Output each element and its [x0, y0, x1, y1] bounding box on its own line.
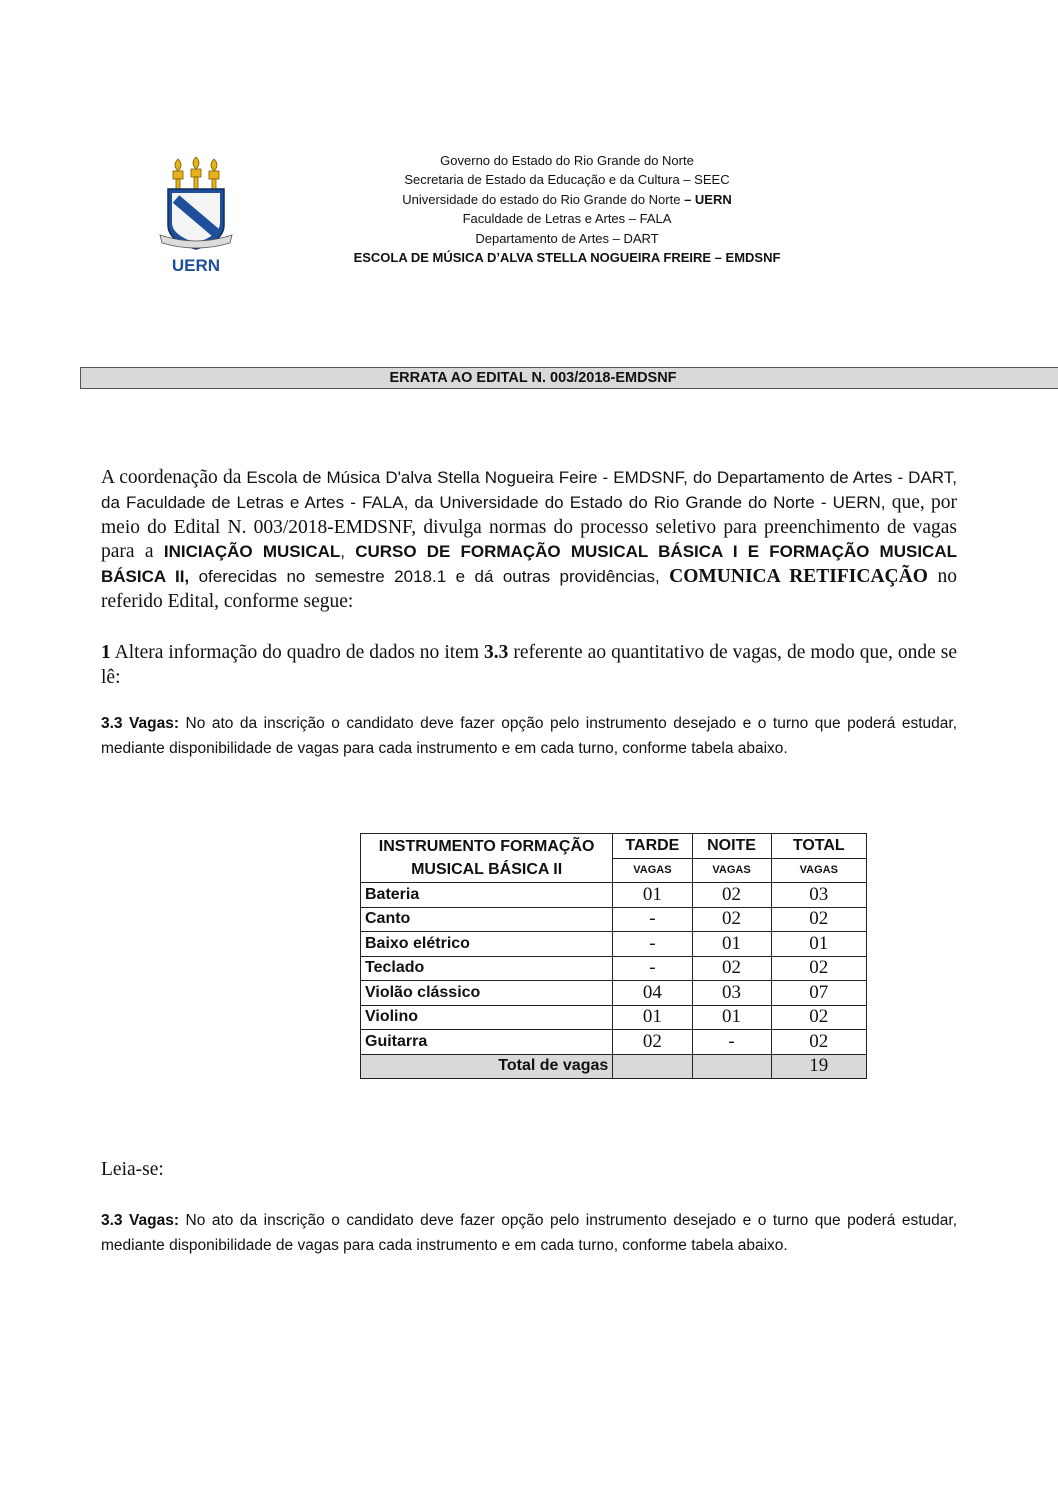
tarde-cell: - — [613, 907, 692, 932]
header-line-gov: Governo do Estado do Rio Grande do Norte — [440, 153, 694, 168]
header-line-dart: Departamento de Artes – DART — [475, 230, 659, 246]
header-line-univ-text: Universidade do estado do Rio Grande do Norte — [402, 191, 681, 207]
intro-bold-iniciacao: INICIAÇÃO MUSICAL — [163, 542, 341, 562]
vagas-label: 3.3 Vagas: — [101, 715, 180, 732]
table-row — [361, 932, 867, 957]
header-tarde: TARDE — [613, 834, 692, 859]
header-line-univ — [300, 190, 834, 209]
table-row — [361, 1005, 867, 1030]
tarde-cell: 02 — [613, 1030, 692, 1055]
total-value: 19 — [771, 1054, 866, 1079]
intro-text-7: oferecidas no semestre 2018.1 e dá outras providências, — [189, 567, 670, 587]
subheader-vagas: VAGAS — [613, 858, 692, 883]
tarde-cell: 01 — [613, 883, 692, 908]
header-line-school: ESCOLA DE MÚSICA D’ALVA STELLA NOGUEIRA FREIRE – EMDSNF — [353, 250, 781, 266]
header — [300, 151, 834, 267]
header-line-seec: Secretaria de Estado da Educação e da Cultura – SEEC — [404, 172, 730, 188]
instrument-cell: Guitarra — [361, 1030, 613, 1055]
item-1-ref: 3.3 — [484, 642, 509, 663]
total-cell: 02 — [771, 1005, 866, 1030]
header-instrument: INSTRUMENTO FORMAÇÃO MUSICAL BÁSICA II — [361, 834, 613, 883]
total-cell: 01 — [771, 932, 866, 957]
vagas-paragraph-corrected — [101, 1209, 957, 1259]
noite-cell: 02 — [692, 907, 771, 932]
total-cell: 03 — [771, 883, 866, 908]
vagas-paragraph-original — [101, 712, 957, 762]
total-cell: 07 — [771, 981, 866, 1006]
noite-cell: 02 — [692, 883, 771, 908]
noite-cell: 02 — [692, 956, 771, 981]
vagas-body: No ato da inscrição o candidato deve fazer opção pelo instrumento desejado e o turno que poderá estudar, mediante disponibilidade de vagas para cada instrumento e em cada turno, conforme tabela abaixo. — [101, 715, 958, 757]
total-noite-empty — [692, 1054, 771, 1079]
instrument-cell: Baixo elétrico — [361, 932, 613, 957]
intro-text-2: Escola de Música D'alva Stella Nogueira Feire - EMDSNF, do Departamento de Artes - DART, da Faculdade de Letras e Artes - FALA, da Universidade do Estado do Rio Grande do Norte - UERN, — [101, 468, 957, 512]
item-1-text: Altera informação do quadro de dados no item — [110, 642, 484, 663]
intro-bold-comunica: COMUNICA RETIFICAÇÃO — [669, 566, 928, 588]
tarde-cell: - — [613, 932, 692, 957]
instrument-cell: Violino — [361, 1005, 613, 1030]
header-line-univ-acronym: – UERN — [680, 191, 732, 207]
header-total: TOTAL — [771, 834, 866, 859]
total-label: Total de vagas — [361, 1054, 613, 1079]
intro-text-1: A coordenação da — [101, 467, 242, 488]
instrument-cell: Canto — [361, 907, 613, 932]
tarde-cell: - — [613, 956, 692, 981]
noite-cell: 01 — [692, 932, 771, 957]
noite-cell: - — [692, 1030, 771, 1055]
intro-text-9: no referido Edital, conforme segue: — [101, 566, 957, 612]
total-tarde-empty — [613, 1054, 692, 1079]
logo-text: UERN — [171, 256, 221, 273]
table-total-row — [361, 1054, 867, 1079]
uern-logo — [158, 155, 234, 273]
subheader-vagas: VAGAS — [771, 858, 866, 883]
intro-text-5: , — [340, 542, 356, 562]
noite-cell: 01 — [692, 1005, 771, 1030]
header-noite: NOITE — [692, 834, 771, 859]
table-row — [361, 907, 867, 932]
intro-paragraph — [101, 466, 957, 615]
subheader-vagas: VAGAS — [692, 858, 771, 883]
tarde-cell: 01 — [613, 1005, 692, 1030]
item-1-paragraph — [101, 641, 957, 690]
instrument-cell: Violão clássico — [361, 981, 613, 1006]
total-cell: 02 — [771, 956, 866, 981]
table-row — [361, 956, 867, 981]
item-1-number: 1 — [101, 642, 111, 663]
leia-se-label: Leia-se: — [101, 1159, 164, 1180]
intro-text-3: que, por meio do Edital N. 003/2018-EMDSNF, divulga normas do processo seletivo para preenchimento de vagas para a — [101, 491, 957, 563]
intro-bold-curso: CURSO DE FORMAÇÃO MUSICAL BÁSICA I E FORMAÇÃO MUSICAL BÁSICA II, — [101, 542, 957, 587]
table-row — [361, 883, 867, 908]
table-header-row — [361, 834, 867, 859]
tarde-cell: 04 — [613, 981, 692, 1006]
vagas-body: No ato da inscrição o candidato deve fazer opção pelo instrumento desejado e o turno que poderá estudar, mediante disponibilidade de vagas para cada instrumento e em cada turno, conforme tabela abaixo. — [101, 1212, 958, 1254]
vagas-label: 3.3 Vagas: — [101, 1212, 180, 1229]
noite-cell: 03 — [692, 981, 771, 1006]
document-title: ERRATA AO EDITAL N. 003/2018-EMDSNF — [389, 370, 677, 386]
total-cell: 02 — [771, 907, 866, 932]
table-row — [361, 1030, 867, 1055]
table-row — [361, 981, 867, 1006]
header-line-fala: Faculdade de Letras e Artes – FALA — [462, 211, 672, 227]
total-cell: 02 — [771, 1030, 866, 1055]
item-1-text-2: referente ao quantitativo de vagas, de modo que, onde se lê: — [101, 642, 957, 688]
instrument-cell: Teclado — [361, 956, 613, 981]
instrument-cell: Bateria — [361, 883, 613, 908]
vagas-table — [360, 833, 867, 1079]
